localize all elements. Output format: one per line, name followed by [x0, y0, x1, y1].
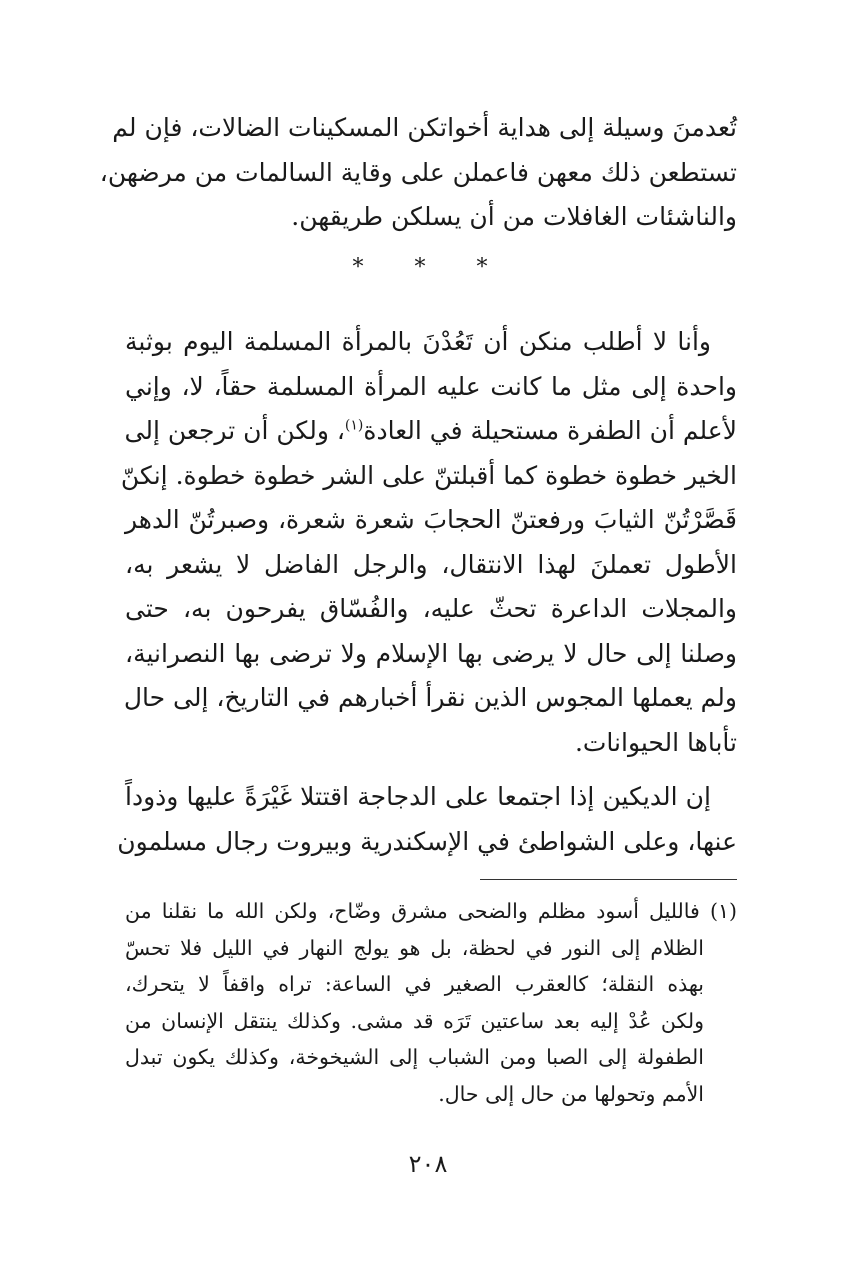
text-line: وأنا لا أطلب منكن أن تَعُدْنَ بالمرأة المسلمة اليوم بوثبة [125, 327, 711, 356]
text-line: عنها، وعلى الشواطئ في الإسكندرية وبيروت رجال مسلمون [117, 826, 737, 856]
footnote-line: بهذه النقلة؛ كالعقرب الصغير في الساعة: تراه واقفاً لا يتحرك، [125, 972, 704, 996]
footnote-line: ولكن عُدْ إليه بعد ساعتين تَرَه قد مشى. وكذلك ينتقل الإنسان من [125, 1008, 704, 1033]
footnote-reference[interactable]: (١) [344, 417, 364, 434]
paragraph-2 [120, 320, 737, 765]
page-number: ٢٠٨ [408, 1150, 448, 1178]
text-line: واحدة إلى مثل ما كانت عليه المرأة المسلمة حقاً، لا، وإني [125, 371, 737, 401]
paragraph-1 [99, 106, 737, 240]
text-segment: لأعلم أن الطفرة مستحيلة في العادة [363, 416, 737, 445]
text-line: تستطعن ذلك معهن فاعملن على وقاية السالمات من مرضهن، [99, 157, 737, 187]
paragraph-3 [117, 775, 737, 864]
text-line: تُعدمنَ وسيلة إلى هداية أخواتكن المسكينات الضالات، فإن لم [112, 113, 737, 142]
footnote-line: الظلام إلى النور في لحظة، بل هو يولج النهار في الليل فلا تحسّ [125, 935, 704, 960]
footnote-line: (١) فالليل أسود مظلم والضحى مشرق وضّاح، ولكن الله ما نقلنا من [125, 899, 737, 923]
text-line: الخير خطوة خطوة كما أقبلتنّ على الشر خطوة خطوة. إنكنّ [120, 460, 737, 490]
text-line: الأطول تعملنَ لهذا الانتقال، والرجل الفاضل لا يشعر به، [125, 549, 737, 579]
text-line: والمجلات الداعرة تحثّ عليه، والفُسّاق يفرحون به، حتى [125, 594, 737, 623]
text-line: قَصَّرْتُنّ الثيابَ ورفعتنّ الحجابَ شعرة شعرة، وصبرتُنّ الدهر [125, 505, 737, 534]
text-line: وصلنا إلى حال لا يرضى بها الإسلام ولا ترضى بها النصرانية، [125, 638, 737, 668]
footnote-separator [480, 879, 737, 880]
footnote [125, 893, 737, 1112]
footnote-line: الطفولة إلى الصبا ومن الشباب إلى الشيخوخة، وكذلك يكون تبدل [125, 1045, 704, 1069]
text-line: إن الديكين إذا اجتمعا على الدجاجة اقتتلا غَيْرَةً عليها وذوداً [125, 782, 711, 811]
text-line: والناشئات الغافلات من أن يسلكن طريقهن. [291, 202, 737, 231]
section-ornament: * * * [352, 255, 510, 280]
text-line: ولم يعملها المجوس الذين نقرأ أخبارهم في التاريخ، إلى حال [123, 683, 737, 712]
text-segment: ، ولكن أن ترجعن إلى [124, 416, 345, 445]
text-line-with-footnote-ref [125, 409, 737, 454]
footnote-line: الأمم وتحولها من حال إلى حال. [438, 1081, 704, 1106]
text-line: تأباها الحيوانات. [574, 727, 737, 757]
